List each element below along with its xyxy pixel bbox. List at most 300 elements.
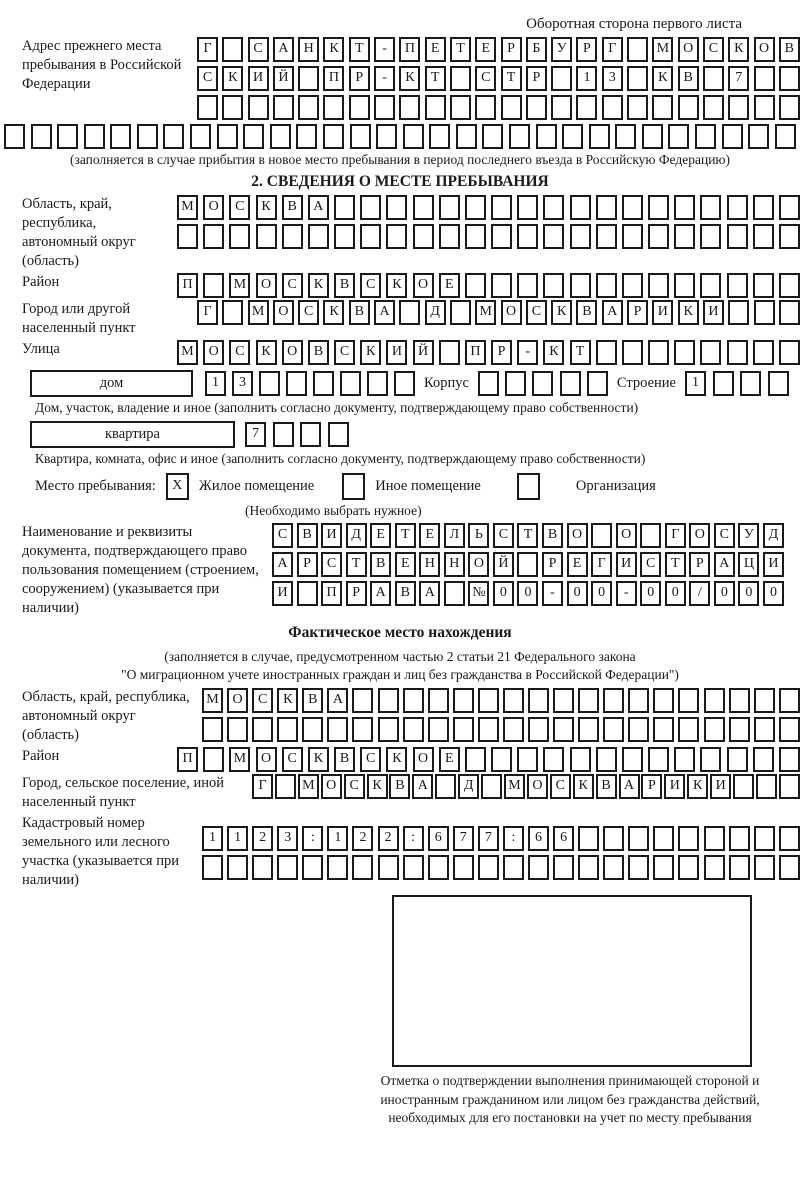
char-cell[interactable]: Р xyxy=(349,66,370,91)
char-cell[interactable]: Р xyxy=(576,37,597,62)
char-cell[interactable]: О xyxy=(567,523,588,548)
char-cell[interactable]: 3 xyxy=(232,371,253,396)
char-cell[interactable] xyxy=(779,855,800,880)
char-cell[interactable]: 1 xyxy=(327,826,348,851)
char-cell[interactable]: / xyxy=(689,581,710,606)
char-cell[interactable]: С xyxy=(344,774,365,799)
char-cell[interactable] xyxy=(754,855,775,880)
char-cell[interactable] xyxy=(528,717,549,742)
char-cell[interactable]: У xyxy=(551,37,572,62)
char-cell[interactable] xyxy=(300,422,321,447)
char-cell[interactable]: А xyxy=(412,774,433,799)
char-cell[interactable]: К xyxy=(367,774,388,799)
char-cell[interactable] xyxy=(674,747,695,772)
char-cell[interactable] xyxy=(596,224,617,249)
char-cell[interactable]: К xyxy=(551,300,572,325)
char-cell[interactable] xyxy=(678,826,699,851)
char-cell[interactable]: С xyxy=(229,340,250,365)
char-cell[interactable] xyxy=(570,224,591,249)
char-cell[interactable]: О xyxy=(616,523,637,548)
char-cell[interactable]: М xyxy=(202,688,223,713)
char-cell[interactable]: Е xyxy=(419,523,440,548)
char-cell[interactable]: 7 xyxy=(453,826,474,851)
char-cell[interactable] xyxy=(403,124,424,149)
char-cell[interactable] xyxy=(340,371,361,396)
char-cell[interactable] xyxy=(740,371,761,396)
char-cell[interactable] xyxy=(378,688,399,713)
char-cell[interactable] xyxy=(517,224,538,249)
char-cell[interactable]: К xyxy=(386,747,407,772)
char-cell[interactable]: К xyxy=(256,195,277,220)
char-cell[interactable] xyxy=(453,855,474,880)
char-cell[interactable] xyxy=(386,195,407,220)
char-cell[interactable]: К xyxy=(386,273,407,298)
char-cell[interactable] xyxy=(349,95,370,120)
char-cell[interactable] xyxy=(110,124,131,149)
char-cell[interactable] xyxy=(578,717,599,742)
char-cell[interactable]: Й xyxy=(493,552,514,577)
char-cell[interactable] xyxy=(202,717,223,742)
char-cell[interactable] xyxy=(465,747,486,772)
char-cell[interactable] xyxy=(302,855,323,880)
char-cell[interactable]: Д xyxy=(763,523,784,548)
char-cell[interactable] xyxy=(722,124,743,149)
char-cell[interactable]: И xyxy=(616,552,637,577)
char-cell[interactable]: М xyxy=(475,300,496,325)
char-cell[interactable] xyxy=(553,855,574,880)
char-cell[interactable] xyxy=(374,95,395,120)
char-cell[interactable]: К xyxy=(323,300,344,325)
char-cell[interactable]: К xyxy=(573,774,594,799)
char-cell[interactable] xyxy=(323,95,344,120)
char-cell[interactable] xyxy=(570,195,591,220)
char-cell[interactable]: С xyxy=(360,747,381,772)
char-cell[interactable]: С xyxy=(360,273,381,298)
char-cell[interactable] xyxy=(202,855,223,880)
char-cell[interactable] xyxy=(648,340,669,365)
char-cell[interactable] xyxy=(403,688,424,713)
char-cell[interactable]: А xyxy=(308,195,329,220)
char-cell[interactable] xyxy=(700,224,721,249)
char-cell[interactable] xyxy=(536,124,557,149)
char-cell[interactable] xyxy=(700,273,721,298)
char-cell[interactable]: К xyxy=(323,37,344,62)
char-cell[interactable]: С xyxy=(475,66,496,91)
char-cell[interactable]: 6 xyxy=(528,826,549,851)
char-cell[interactable] xyxy=(478,855,499,880)
char-cell[interactable]: О xyxy=(413,747,434,772)
char-cell[interactable] xyxy=(163,124,184,149)
char-cell[interactable]: И xyxy=(272,581,293,606)
char-cell[interactable] xyxy=(302,717,323,742)
char-cell[interactable] xyxy=(713,371,734,396)
char-cell[interactable] xyxy=(334,195,355,220)
char-cell[interactable] xyxy=(190,124,211,149)
char-cell[interactable]: М xyxy=(504,774,525,799)
char-cell[interactable] xyxy=(674,224,695,249)
char-cell[interactable] xyxy=(704,855,725,880)
char-cell[interactable] xyxy=(779,273,800,298)
char-cell[interactable]: К xyxy=(308,747,329,772)
char-cell[interactable]: О xyxy=(754,37,775,62)
char-cell[interactable]: : xyxy=(503,826,524,851)
char-cell[interactable] xyxy=(729,717,750,742)
char-cell[interactable]: К xyxy=(678,300,699,325)
char-cell[interactable] xyxy=(779,66,800,91)
char-cell[interactable] xyxy=(628,826,649,851)
char-cell[interactable]: К xyxy=(360,340,381,365)
char-cell[interactable] xyxy=(491,224,512,249)
char-cell[interactable]: С xyxy=(282,273,303,298)
char-cell[interactable]: 7 xyxy=(245,422,266,447)
char-cell[interactable] xyxy=(779,688,800,713)
char-cell[interactable] xyxy=(768,371,789,396)
char-cell[interactable]: А xyxy=(714,552,735,577)
char-cell[interactable]: Т xyxy=(450,37,471,62)
char-cell[interactable]: Г xyxy=(602,37,623,62)
char-cell[interactable]: К xyxy=(222,66,243,91)
char-cell[interactable]: Е xyxy=(395,552,416,577)
char-cell[interactable]: Т xyxy=(517,523,538,548)
char-cell[interactable] xyxy=(503,688,524,713)
char-cell[interactable]: А xyxy=(370,581,391,606)
char-cell[interactable]: Р xyxy=(689,552,710,577)
char-cell[interactable] xyxy=(481,774,502,799)
char-cell[interactable]: 2 xyxy=(352,826,373,851)
char-cell[interactable]: В xyxy=(542,523,563,548)
char-cell[interactable]: П xyxy=(321,581,342,606)
char-cell[interactable] xyxy=(727,195,748,220)
char-cell[interactable] xyxy=(478,371,499,396)
char-cell[interactable]: О xyxy=(413,273,434,298)
char-cell[interactable] xyxy=(308,224,329,249)
char-cell[interactable] xyxy=(648,273,669,298)
char-cell[interactable] xyxy=(360,195,381,220)
char-cell[interactable]: С xyxy=(550,774,571,799)
char-cell[interactable]: В xyxy=(576,300,597,325)
char-cell[interactable] xyxy=(378,717,399,742)
char-cell[interactable]: Е xyxy=(370,523,391,548)
char-cell[interactable] xyxy=(603,717,624,742)
char-cell[interactable] xyxy=(729,855,750,880)
char-cell[interactable] xyxy=(779,95,800,120)
char-cell[interactable]: Н xyxy=(444,552,465,577)
char-cell[interactable]: И xyxy=(248,66,269,91)
char-cell[interactable] xyxy=(222,95,243,120)
char-cell[interactable] xyxy=(570,273,591,298)
char-cell[interactable] xyxy=(413,195,434,220)
char-cell[interactable]: Р xyxy=(542,552,563,577)
char-cell[interactable]: Е xyxy=(425,37,446,62)
char-cell[interactable] xyxy=(517,195,538,220)
char-cell[interactable]: Б xyxy=(526,37,547,62)
char-cell[interactable]: П xyxy=(177,747,198,772)
char-cell[interactable] xyxy=(429,124,450,149)
char-cell[interactable] xyxy=(352,688,373,713)
char-cell[interactable]: 0 xyxy=(763,581,784,606)
char-cell[interactable] xyxy=(439,340,460,365)
char-cell[interactable]: С xyxy=(493,523,514,548)
char-cell[interactable]: Й xyxy=(413,340,434,365)
char-cell[interactable] xyxy=(57,124,78,149)
char-cell[interactable]: И xyxy=(386,340,407,365)
char-cell[interactable] xyxy=(703,66,724,91)
char-cell[interactable] xyxy=(779,774,800,799)
char-cell[interactable] xyxy=(754,300,775,325)
char-cell[interactable]: 1 xyxy=(205,371,226,396)
char-cell[interactable]: : xyxy=(403,826,424,851)
char-cell[interactable] xyxy=(748,124,769,149)
char-cell[interactable] xyxy=(137,124,158,149)
char-cell[interactable]: С xyxy=(282,747,303,772)
char-cell[interactable]: Р xyxy=(346,581,367,606)
char-cell[interactable] xyxy=(570,747,591,772)
char-cell[interactable] xyxy=(753,224,774,249)
char-cell[interactable] xyxy=(756,774,777,799)
char-cell[interactable] xyxy=(729,688,750,713)
char-cell[interactable]: 0 xyxy=(517,581,538,606)
char-cell[interactable] xyxy=(465,195,486,220)
char-cell[interactable] xyxy=(509,124,530,149)
char-cell[interactable] xyxy=(704,688,725,713)
char-cell[interactable]: В xyxy=(389,774,410,799)
char-cell[interactable]: Д xyxy=(346,523,367,548)
char-cell[interactable] xyxy=(203,273,224,298)
char-cell[interactable] xyxy=(551,66,572,91)
char-cell[interactable] xyxy=(439,224,460,249)
char-cell[interactable]: Е xyxy=(439,273,460,298)
char-cell[interactable] xyxy=(456,124,477,149)
char-cell[interactable]: В xyxy=(308,340,329,365)
char-cell[interactable] xyxy=(328,422,349,447)
char-cell[interactable] xyxy=(491,273,512,298)
char-cell[interactable]: В xyxy=(334,273,355,298)
char-cell[interactable] xyxy=(259,371,280,396)
char-cell[interactable]: Р xyxy=(526,66,547,91)
char-cell[interactable] xyxy=(728,95,749,120)
char-cell[interactable]: В xyxy=(395,581,416,606)
char-cell[interactable] xyxy=(528,855,549,880)
char-cell[interactable] xyxy=(754,717,775,742)
char-cell[interactable]: Р xyxy=(641,774,662,799)
char-cell[interactable] xyxy=(313,371,334,396)
char-cell[interactable] xyxy=(273,95,294,120)
char-cell[interactable] xyxy=(779,195,800,220)
char-cell[interactable]: А xyxy=(619,774,640,799)
char-cell[interactable]: О xyxy=(256,747,277,772)
char-cell[interactable] xyxy=(465,273,486,298)
char-cell[interactable] xyxy=(491,747,512,772)
char-cell[interactable]: Ц xyxy=(738,552,759,577)
char-cell[interactable]: В xyxy=(779,37,800,62)
char-cell[interactable]: Г xyxy=(252,774,273,799)
char-cell[interactable] xyxy=(775,124,796,149)
char-cell[interactable] xyxy=(704,717,725,742)
char-cell[interactable] xyxy=(553,717,574,742)
char-cell[interactable] xyxy=(587,371,608,396)
char-cell[interactable] xyxy=(203,747,224,772)
char-cell[interactable]: В xyxy=(302,688,323,713)
char-cell[interactable]: 0 xyxy=(493,581,514,606)
char-cell[interactable]: Р xyxy=(501,37,522,62)
char-cell[interactable]: Г xyxy=(591,552,612,577)
char-cell[interactable]: А xyxy=(602,300,623,325)
char-cell[interactable] xyxy=(678,717,699,742)
char-cell[interactable]: Г xyxy=(197,300,218,325)
char-cell[interactable] xyxy=(453,688,474,713)
char-cell[interactable]: В xyxy=(282,195,303,220)
char-cell[interactable] xyxy=(256,224,277,249)
char-cell[interactable] xyxy=(727,273,748,298)
char-cell[interactable]: О xyxy=(273,300,294,325)
char-cell[interactable] xyxy=(444,581,465,606)
char-cell[interactable]: С xyxy=(248,37,269,62)
char-cell[interactable]: № xyxy=(468,581,489,606)
char-cell[interactable]: М xyxy=(229,747,250,772)
char-cell[interactable] xyxy=(298,95,319,120)
char-cell[interactable]: Н xyxy=(298,37,319,62)
char-cell[interactable] xyxy=(678,688,699,713)
char-cell[interactable]: С xyxy=(640,552,661,577)
char-cell[interactable] xyxy=(252,855,273,880)
char-cell[interactable] xyxy=(453,717,474,742)
char-cell[interactable]: Е xyxy=(567,552,588,577)
char-cell[interactable] xyxy=(394,371,415,396)
char-cell[interactable]: 1 xyxy=(202,826,223,851)
char-cell[interactable] xyxy=(653,717,674,742)
char-cell[interactable] xyxy=(733,774,754,799)
char-cell[interactable] xyxy=(754,66,775,91)
char-cell[interactable]: Т xyxy=(425,66,446,91)
char-cell[interactable]: И xyxy=(763,552,784,577)
char-cell[interactable] xyxy=(628,855,649,880)
char-cell[interactable] xyxy=(704,826,725,851)
char-cell[interactable]: А xyxy=(327,688,348,713)
char-cell[interactable]: Е xyxy=(439,747,460,772)
char-cell[interactable]: Д xyxy=(425,300,446,325)
char-cell[interactable] xyxy=(403,855,424,880)
char-cell[interactable]: Т xyxy=(665,552,686,577)
char-cell[interactable]: - xyxy=(517,340,538,365)
char-cell[interactable]: В xyxy=(370,552,391,577)
char-cell[interactable]: О xyxy=(678,37,699,62)
char-cell[interactable] xyxy=(501,95,522,120)
char-cell[interactable]: 6 xyxy=(428,826,449,851)
char-cell[interactable] xyxy=(503,855,524,880)
char-cell[interactable] xyxy=(628,717,649,742)
char-cell[interactable] xyxy=(674,195,695,220)
char-cell[interactable]: Е xyxy=(475,37,496,62)
char-cell[interactable] xyxy=(622,224,643,249)
char-cell[interactable]: 2 xyxy=(378,826,399,851)
char-cell[interactable] xyxy=(653,855,674,880)
char-cell[interactable]: Т xyxy=(349,37,370,62)
char-cell[interactable] xyxy=(491,195,512,220)
char-cell[interactable] xyxy=(754,95,775,120)
char-cell[interactable] xyxy=(376,124,397,149)
char-cell[interactable]: В xyxy=(297,523,318,548)
char-cell[interactable]: 1 xyxy=(576,66,597,91)
char-cell[interactable] xyxy=(753,340,774,365)
apartment-type-box[interactable]: квартира xyxy=(30,421,235,448)
char-cell[interactable]: А xyxy=(272,552,293,577)
char-cell[interactable] xyxy=(648,747,669,772)
char-cell[interactable]: О xyxy=(227,688,248,713)
char-cell[interactable] xyxy=(652,95,673,120)
char-cell[interactable] xyxy=(31,124,52,149)
char-cell[interactable]: И xyxy=(703,300,724,325)
stamp-box[interactable] xyxy=(392,895,752,1067)
char-cell[interactable] xyxy=(517,747,538,772)
char-cell[interactable] xyxy=(386,224,407,249)
char-cell[interactable]: С xyxy=(272,523,293,548)
char-cell[interactable] xyxy=(779,300,800,325)
char-cell[interactable]: : xyxy=(302,826,323,851)
char-cell[interactable] xyxy=(84,124,105,149)
char-cell[interactable]: В xyxy=(596,774,617,799)
char-cell[interactable] xyxy=(275,774,296,799)
char-cell[interactable] xyxy=(728,300,749,325)
char-cell[interactable] xyxy=(367,371,388,396)
char-cell[interactable]: С xyxy=(252,688,273,713)
char-cell[interactable] xyxy=(674,273,695,298)
char-cell[interactable]: А xyxy=(419,581,440,606)
char-cell[interactable] xyxy=(277,855,298,880)
char-cell[interactable] xyxy=(227,717,248,742)
char-cell[interactable] xyxy=(323,124,344,149)
char-cell[interactable]: - xyxy=(374,66,395,91)
char-cell[interactable] xyxy=(378,855,399,880)
char-cell[interactable] xyxy=(627,66,648,91)
char-cell[interactable] xyxy=(727,224,748,249)
char-cell[interactable] xyxy=(352,717,373,742)
char-cell[interactable] xyxy=(428,855,449,880)
char-cell[interactable]: М xyxy=(248,300,269,325)
char-cell[interactable]: П xyxy=(465,340,486,365)
char-cell[interactable] xyxy=(703,95,724,120)
char-cell[interactable] xyxy=(4,124,25,149)
char-cell[interactable] xyxy=(273,422,294,447)
char-cell[interactable]: К xyxy=(687,774,708,799)
char-cell[interactable]: Л xyxy=(444,523,465,548)
char-cell[interactable] xyxy=(270,124,291,149)
char-cell[interactable] xyxy=(727,747,748,772)
char-cell[interactable] xyxy=(425,95,446,120)
char-cell[interactable]: Р xyxy=(297,552,318,577)
char-cell[interactable] xyxy=(517,552,538,577)
char-cell[interactable]: К xyxy=(728,37,749,62)
char-cell[interactable]: К xyxy=(399,66,420,91)
char-cell[interactable] xyxy=(578,855,599,880)
char-cell[interactable]: О xyxy=(256,273,277,298)
char-cell[interactable] xyxy=(754,826,775,851)
char-cell[interactable]: К xyxy=(256,340,277,365)
char-cell[interactable] xyxy=(428,688,449,713)
char-cell[interactable] xyxy=(603,826,624,851)
char-cell[interactable] xyxy=(505,371,526,396)
char-cell[interactable]: К xyxy=(652,66,673,91)
char-cell[interactable] xyxy=(603,855,624,880)
char-cell[interactable] xyxy=(576,95,597,120)
char-cell[interactable]: Й xyxy=(273,66,294,91)
char-cell[interactable]: В xyxy=(334,747,355,772)
char-cell[interactable] xyxy=(640,523,661,548)
char-cell[interactable] xyxy=(753,195,774,220)
char-cell[interactable] xyxy=(503,717,524,742)
char-cell[interactable] xyxy=(700,340,721,365)
char-cell[interactable] xyxy=(475,95,496,120)
char-cell[interactable] xyxy=(197,95,218,120)
